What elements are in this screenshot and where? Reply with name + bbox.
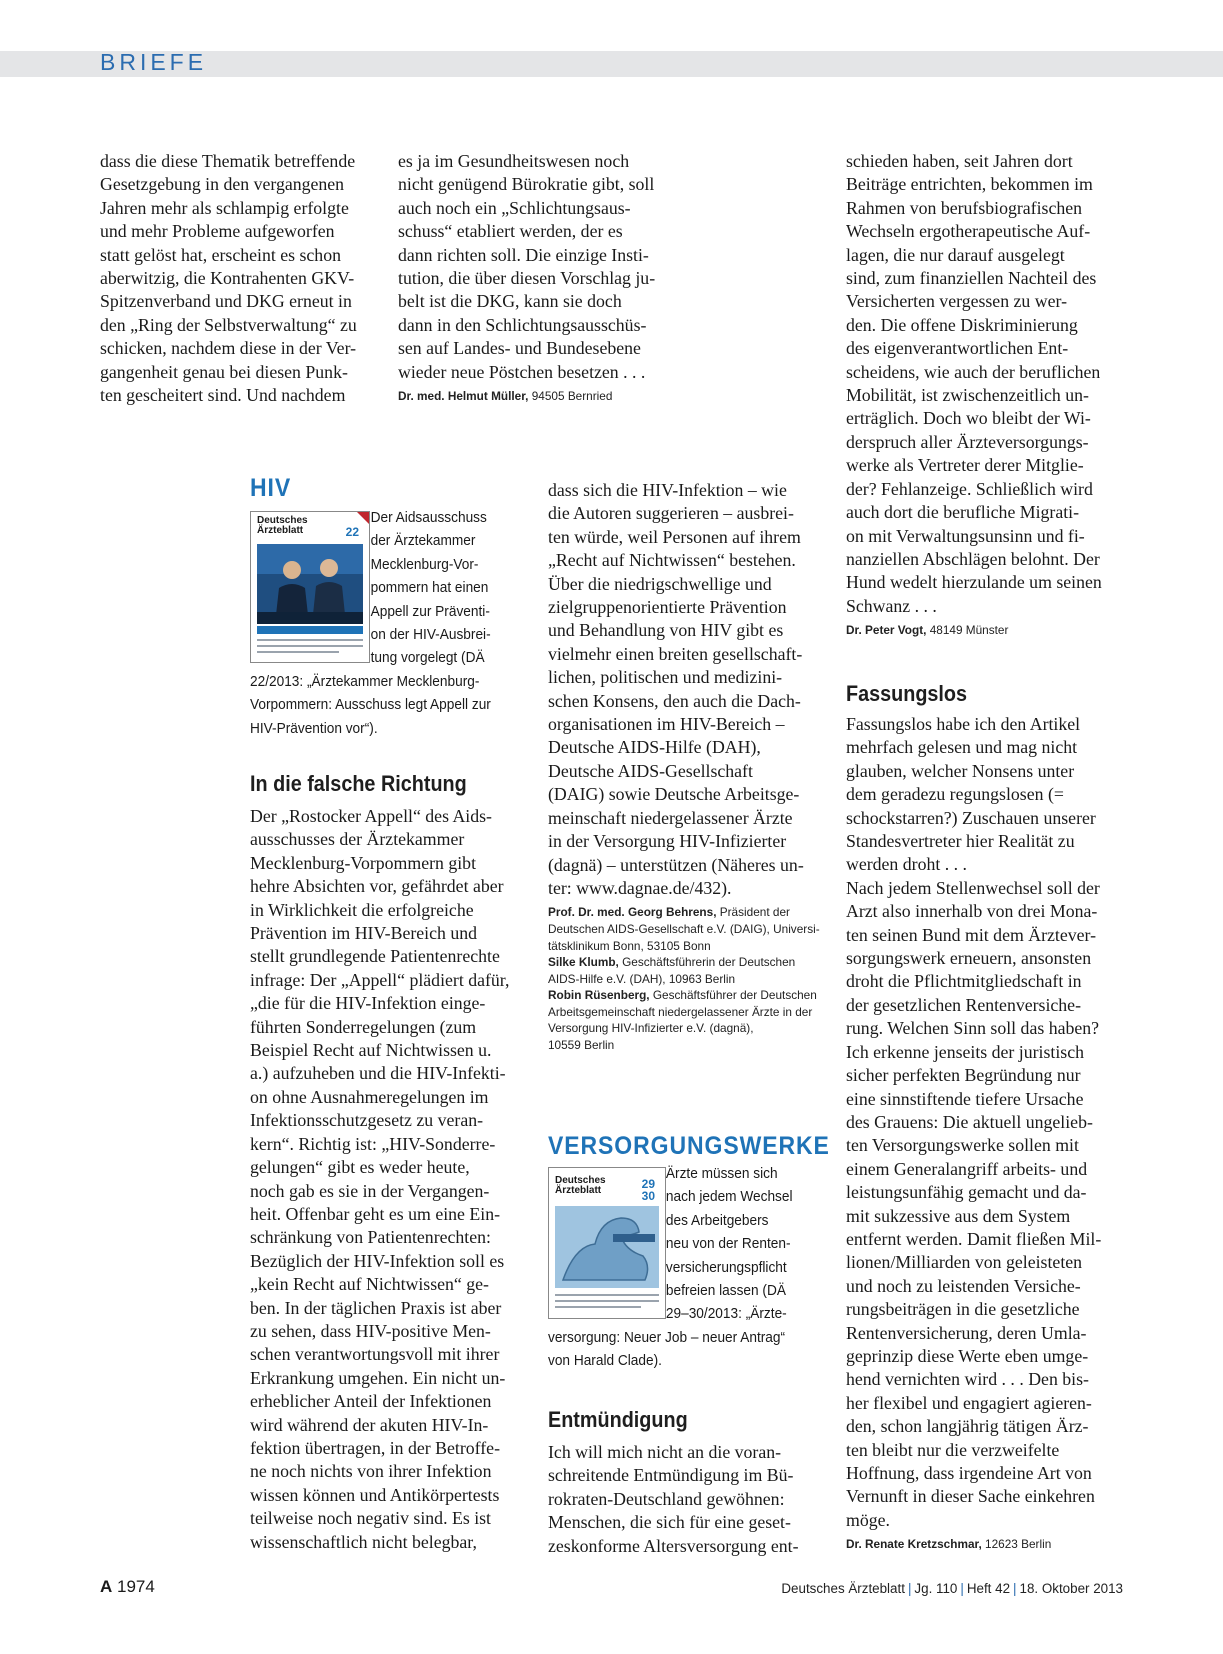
fassungslos-body-text — [846, 713, 1136, 1532]
text-line: schen verantwortungsvoll mit ihrer — [250, 1344, 500, 1365]
signature-detail: 10559 Berlin — [548, 1038, 615, 1053]
text-line: lagen, die nur darauf ausgelegt — [846, 244, 1065, 265]
signature-place: 94505 Bernried — [528, 389, 613, 404]
footer-citation: Deutsches Ärzteblatt | Jg. 110 | Heft 42 | 18. Oktober 2013 — [781, 1581, 1123, 1596]
text-line: mehrfach gelesen und mag nicht — [846, 737, 1078, 758]
teaser-line: Mecklenburg-Vor- — [370, 555, 479, 573]
text-line: her flexibel und engagiert agieren- — [846, 1392, 1092, 1413]
text-line: dass die diese Thematik betreffende — [100, 151, 356, 171]
signature-detail: Geschäftsführer der Deutschen — [649, 988, 817, 1003]
text-line: Über die niedrigschwellige und — [548, 573, 772, 594]
vw-teaser-text — [548, 1162, 833, 1373]
text-line: heit. Offenbar geht es um eine Ein- — [250, 1203, 501, 1224]
cover-issue: 22 — [345, 525, 359, 539]
text-line: Standesvertreter hier Realität zu — [846, 831, 1075, 852]
signature-line — [548, 954, 828, 971]
masthead-line-1: Deutsches — [257, 515, 308, 526]
text-line: (dagnä) – unterstützen (Näheres un- — [548, 854, 804, 875]
hiv-body-text — [250, 805, 525, 1554]
hiv-body — [250, 805, 525, 1554]
text-line: Gesetzgebung in den vergangenen — [100, 174, 345, 195]
footer-volume: Jg. 110 — [914, 1581, 958, 1596]
text-line: ten gescheitert sind. Und nachdem — [100, 385, 346, 406]
signature-line — [548, 904, 828, 921]
text-line: auch dort die berufliche Migrati- — [846, 502, 1080, 523]
text-line: schreitende Entmündigung im Bü- — [548, 1465, 794, 1486]
text-line: aberwitzig, die Kontrahenten GKV- — [100, 268, 355, 289]
text-line: dass sich die HIV-Infektion – wie — [548, 480, 787, 500]
text-line: in Wirklichkeit die erfolgreiche — [250, 899, 474, 920]
text-line: den, schon langjährig tätigen Ärz- — [846, 1416, 1089, 1437]
text-line: rokraten-Deutschland gewöhnen: — [548, 1488, 785, 1509]
text-line: Hoffnung, dass irgendeine Art von — [846, 1463, 1092, 1483]
versorgungswerke-teaser — [548, 1162, 833, 1373]
text-line: statt gelöst hat, erscheint es schon — [100, 244, 341, 265]
text-line: erträglich. Doch wo bleibt der Wi- — [846, 408, 1091, 429]
text-line: in der Versorgung HIV-Infizierter — [548, 831, 787, 852]
text-line: und noch zu leistenden Versiche- — [846, 1275, 1081, 1296]
text-line: schieden haben, seit Jahren dort — [846, 151, 1073, 171]
signature-detail: AIDS-Hilfe e.V. (DAH), 10963 Berlin — [548, 971, 736, 986]
masthead-line-2: Ärzteblatt — [555, 1185, 602, 1196]
col2-top — [398, 150, 678, 405]
hiv-continuation — [548, 479, 828, 1054]
section-label: BRIEFE — [100, 49, 208, 75]
text-line: Rahmen von berufsbiografischen — [846, 197, 1083, 218]
hiv-cont-text — [548, 479, 828, 900]
text-line: einem Generalangriff arbeits- und — [846, 1158, 1088, 1179]
teaser-line: on der HIV-Ausbrei- — [370, 626, 491, 644]
text-line: leistungsunfähig gemacht und da- — [846, 1182, 1087, 1203]
teaser-line: tung vorgelegt (DÄ — [370, 649, 485, 667]
text-line: noch gab es sie in der Vergangen- — [250, 1180, 490, 1201]
text-line: ten würde, weil Personen auf ihrem — [548, 526, 801, 547]
text-line: lionen/Milliarden von geleisteten — [846, 1252, 1083, 1273]
hiv-article — [250, 771, 525, 797]
text-line: der gesetzlichen Rentenversiche- — [846, 994, 1081, 1015]
text-line: droht die Pflichtmitgliedschaft in — [846, 971, 1082, 992]
text-line: des eigenverantwortlichen Ent- — [846, 338, 1069, 359]
footer-issue: Heft 42 — [966, 1581, 1011, 1596]
text-line: Ich erkenne jenseits der juristisch — [846, 1041, 1084, 1062]
text-line: wird während der akuten HIV-In- — [250, 1414, 489, 1435]
text-line: sen auf Landes- und Bundesebene — [398, 338, 641, 359]
text-line: „kein Recht auf Nichtwissen“ ge- — [250, 1274, 489, 1295]
text-line: Jahren mehr als schlampig erfolgte — [100, 197, 349, 218]
signature-name: Robin Rüsenberg, — [548, 988, 650, 1003]
text-line: den. Die offene Diskriminierung — [846, 314, 1078, 335]
topic-versorgungswerke: VERSORGUNGSWERKE — [548, 1132, 830, 1160]
page-number-value: 1974 — [112, 1577, 155, 1596]
text-line: belt ist die DKG, kann sie doch — [398, 291, 622, 312]
teaser-line: pommern hat einen — [370, 579, 489, 597]
text-line: hehre Absichten vor, gefährdet aber — [250, 876, 504, 897]
entmuendigung-body-text — [548, 1441, 833, 1558]
teaser-line: des Arbeitgebers — [665, 1211, 769, 1229]
text-line: zu sehen, dass HIV-positive Men- — [250, 1320, 491, 1341]
signature-detail: Arbeitsgemeinschaft niedergelassener Ärzte in der — [548, 1004, 813, 1019]
text-line: schockstarren?) Zuschauen unserer — [846, 807, 1096, 828]
text-line: entfernt werden. Damit fließen Mil- — [846, 1228, 1102, 1249]
text-line: Fassungslos habe ich den Artikel — [846, 714, 1081, 734]
masthead-line-2: Ärzteblatt — [257, 525, 304, 536]
text-line: rungsbeiträgen in die gesetzliche — [846, 1299, 1080, 1320]
text-line: schicken, nachdem diese in der Ver- — [100, 338, 357, 359]
text-line: kern“. Richtig ist: „HIV-Sonderre- — [250, 1133, 496, 1154]
page-prefix: A — [100, 1577, 113, 1596]
text-line: hend vernichten wird . . . Den bis- — [846, 1369, 1089, 1390]
text-line: nanziellen Abschlägen belohnt. Der — [846, 548, 1100, 569]
text-line: Infektionsschutzgesetz zu veran- — [250, 1110, 484, 1131]
footer-date: 18. Oktober 2013 — [1019, 1581, 1123, 1596]
signature-detail: Geschäftsführerin der Deutschen — [618, 955, 796, 970]
text-line: Rentenversicherung, deren Umla- — [846, 1322, 1087, 1343]
text-line: Hund wedelt hierzulande um seinen — [846, 572, 1102, 593]
text-line: werden droht . . . — [846, 854, 967, 875]
text-line: derspruch aller Ärzteversorgungs- — [846, 431, 1089, 452]
topic-hiv: HIV — [250, 474, 292, 502]
teaser-line: versorgung: Neuer Job – neuer Antrag“ — [548, 1328, 786, 1346]
text-line: Beispiel Recht auf Nichtwissen u. — [250, 1040, 492, 1061]
text-line: Beiträge entrichten, bekommen im — [846, 174, 1093, 195]
text-line: ausschusses der Ärztekammer — [250, 829, 465, 850]
col3-text — [846, 150, 1136, 618]
text-line: gangenheit genau bei diesen Punk- — [100, 361, 348, 382]
text-line: zielgruppenorientierte Prävention — [548, 597, 787, 618]
heading-fassungslos: Fassungslos — [846, 681, 968, 706]
heading-entmuendigung: Entmündigung — [548, 1407, 688, 1432]
signature-name: Dr. Peter Vogt, — [846, 623, 927, 638]
hiv-section — [250, 474, 530, 503]
text-line: den „Ring der Selbstverwaltung“ zu — [100, 314, 357, 335]
text-line: teilweise noch negativ sind. Es ist — [250, 1508, 491, 1529]
text-line: eine sinnstiftende tiefere Ursache — [846, 1088, 1084, 1109]
text-line: ten seinen Bund mit dem Ärztever- — [846, 924, 1096, 945]
signature-line — [548, 1004, 828, 1021]
text-line: sorgungswerk erneuern, ansonsten — [846, 948, 1092, 969]
text-line: ten Versorgungswerke sollen mit — [846, 1135, 1079, 1156]
text-line: lichen, politischen und medizini- — [548, 667, 783, 688]
signature-place: 48149 Münster — [926, 623, 1009, 638]
text-line: meinschaft niedergelassener Ärzte — [548, 807, 793, 828]
text-line: wissenschaftlich nicht belegbar, — [250, 1531, 477, 1552]
entmuendigung-article — [548, 1407, 833, 1433]
text-line: Menschen, die sich für eine geset- — [548, 1512, 791, 1533]
text-line: sind, zum finanziellen Nachteil des — [846, 268, 1097, 289]
text-line: dem geradezu regungslosen (= — [846, 784, 1064, 805]
text-line: Vernunft in dieser Sache einkehren — [846, 1486, 1095, 1507]
text-line: der? Fehlanzeige. Schließlich wird — [846, 478, 1093, 499]
versorgungswerke-section — [548, 1132, 838, 1161]
text-line: werke als Vertreter derer Mitglie- — [846, 455, 1084, 476]
text-line: Arzt also innerhalb von drei Mona- — [846, 901, 1098, 922]
text-line: schen Konsens, den auch die Dach- — [548, 690, 801, 711]
text-line: Spitzenverband und DKG erneut in — [100, 291, 352, 312]
signature-line — [548, 1037, 828, 1054]
signature-line — [548, 938, 828, 955]
text-line: infrage: Der „Appell“ plädiert dafür, — [250, 969, 510, 990]
signature-line — [548, 971, 828, 988]
signature-kretzschmar — [846, 1536, 1136, 1553]
col2-top-text — [398, 150, 678, 384]
signature-name: Dr. med. Helmut Müller, — [398, 389, 529, 404]
text-line: „die für die HIV-Infektion einge- — [250, 993, 486, 1014]
signature-place: 12623 Berlin — [981, 1537, 1052, 1552]
col1-top-text — [100, 150, 370, 407]
signature-line — [548, 921, 828, 938]
text-line: Erkrankung umgehen. Ein nicht un- — [250, 1367, 506, 1388]
text-line: schränkung von Patientenrechten: — [250, 1227, 491, 1248]
col1-top — [100, 150, 370, 407]
text-line: und mehr Probleme aufgeworfen — [100, 221, 335, 242]
text-line: scheidens, wie auch der beruflichen — [846, 361, 1101, 382]
text-line: Deutsche AIDS-Gesellschaft — [548, 760, 753, 781]
text-line: die Autoren suggerieren – ausbrei- — [548, 503, 794, 524]
teaser-line: der Ärztekammer — [370, 532, 476, 550]
signature-name: Prof. Dr. med. Georg Behrens, — [548, 905, 717, 920]
signature-name: Dr. Renate Kretzschmar, — [846, 1537, 982, 1552]
text-line: Deutsche AIDS-Hilfe (DAH), — [548, 737, 761, 758]
signature-line — [548, 1020, 828, 1037]
text-line: tution, die über diesen Vorschlag ju- — [398, 268, 656, 289]
text-line: „Recht auf Nichtwissen“ bestehen. — [548, 550, 796, 571]
signature-detail: Präsident der — [716, 905, 790, 920]
text-line: ne noch nichts von ihrer Infektion — [250, 1461, 492, 1482]
signature-line — [548, 987, 828, 1004]
text-line: Ich will mich nicht an die voran- — [548, 1442, 782, 1462]
text-line: wissen können und Antikörpertests — [250, 1484, 500, 1505]
text-line: ben. In der täglichen Praxis ist aber — [250, 1297, 502, 1318]
entmuendigung-body — [548, 1441, 833, 1558]
text-line: rung. Welchen Sinn soll das haben? — [846, 1018, 1100, 1039]
text-line: mit sukzessive aus dem System — [846, 1205, 1071, 1226]
text-line: Versicherten vergessen zu wer- — [846, 291, 1067, 312]
teaser-line: Der Aidsausschuss — [370, 509, 487, 526]
masthead-line-1: Deutsches — [555, 1175, 606, 1186]
text-line: on mit Verwaltungsunsinn und fi- — [846, 525, 1085, 546]
text-line: zeskonforme Altersversorgung ent- — [548, 1535, 799, 1556]
text-line: Mecklenburg-Vorpommern gibt — [250, 852, 477, 873]
teaser-line: 22/2013: „Ärztekammer Mecklenburg- — [250, 672, 480, 690]
teaser-line: Ärzte müssen sich — [665, 1165, 778, 1182]
signature-vogt — [846, 622, 1136, 639]
fassungslos-body — [846, 713, 1136, 1553]
text-line: nicht genügend Bürokratie gibt, soll — [398, 174, 655, 195]
text-line: Wechseln ergotherapeutische Auf- — [846, 221, 1091, 242]
teaser-line: Appell zur Präventi- — [370, 602, 490, 620]
fassungslos-article — [846, 681, 1136, 707]
text-line: sicher perfekten Begründung nur — [846, 1065, 1081, 1086]
text-line: glauben, welcher Nonsens unter — [846, 760, 1075, 781]
text-line: erheblicher Anteil der Infektionen — [250, 1391, 492, 1412]
text-line: wieder neue Pöstchen besetzen . . . — [398, 361, 646, 382]
teaser-line: neu von der Renten- — [665, 1235, 791, 1253]
text-line: dann richten soll. Die einzige Insti- — [398, 244, 649, 265]
teaser-line: nach jedem Wechsel — [665, 1188, 793, 1206]
text-line: Prävention im HIV-Bereich und — [250, 923, 477, 944]
signature-mueller — [398, 388, 678, 405]
teaser-line: befreien lassen (DÄ — [665, 1282, 786, 1300]
text-line: ter: www.dagnae.de/432). — [548, 877, 732, 898]
text-line: des Grauens: Die aktuell ungelieb- — [846, 1111, 1093, 1132]
signature-name: Silke Klumb, — [548, 955, 619, 970]
teaser-line: versicherungspflicht — [665, 1258, 787, 1276]
text-line: stellt grundlegende Patientenrechte — [250, 946, 500, 967]
signature-detail: Deutschen AIDS-Gesellschaft e.V. (DAIG), Universi- — [548, 921, 820, 936]
text-line: dann in den Schlichtungsausschüs- — [398, 314, 647, 335]
text-line: (DAIG) sowie Deutsche Arbeitsge- — [548, 784, 800, 805]
hiv-teaser — [250, 506, 525, 740]
issue-line-2: 30 — [641, 1189, 655, 1203]
text-line: on ohne Ausnahmeregelungen im — [250, 1086, 489, 1107]
text-line: Schwanz . . . — [846, 595, 937, 616]
text-line: a.) aufzuheben und die HIV-Infekti- — [250, 1063, 506, 1084]
issue-line-1: 29 — [641, 1177, 655, 1191]
text-line: organisationen im HIV-Bereich – — [548, 714, 785, 735]
signature-detail: Versorgung HIV-Infizierter e.V. (dagnä), — [548, 1021, 754, 1036]
text-line: Bezüglich der HIV-Infektion soll es — [250, 1250, 505, 1271]
text-line: schuss“ etabliert werden, der es — [398, 221, 623, 242]
teaser-line: von Harald Clade). — [548, 1352, 662, 1370]
text-line: geprinzip diese Werte eben umge- — [846, 1345, 1089, 1366]
text-line: es ja im Gesundheitswesen noch — [398, 151, 630, 171]
heading-falsche-richtung: In die falsche Richtung — [250, 771, 467, 796]
hiv-signatures — [548, 904, 828, 1053]
teaser-line: 29–30/2013: „Ärzte- — [665, 1305, 787, 1323]
text-line: möge. — [846, 1509, 890, 1530]
hiv-teaser-text — [250, 506, 525, 740]
col3 — [846, 150, 1136, 639]
teaser-line: Vorpommern: Ausschuss legt Appell zur — [250, 696, 491, 714]
text-line: Nach jedem Stellenwechsel soll der — [846, 877, 1100, 898]
teaser-line: HIV-Prävention vor“). — [250, 719, 378, 737]
text-line: Der „Rostocker Appell“ des Aids- — [250, 806, 492, 826]
footer-journal: Deutsches Ärzteblatt — [781, 1581, 905, 1596]
text-line: vielmehr einen breiten gesellschaft- — [548, 643, 803, 664]
signature-detail: tätsklinikum Bonn, 53105 Bonn — [548, 938, 711, 953]
text-line: und Behandlung von HIV gibt es — [548, 620, 784, 641]
text-line: auch noch ein „Schlichtungsaus- — [398, 197, 631, 218]
page-number — [100, 1577, 155, 1597]
text-line: ten bleibt nur die verzweifelte — [846, 1439, 1060, 1460]
text-line: fektion übertragen, in der Betroffe- — [250, 1437, 500, 1458]
text-line: gelungen“ gibt es weder heute, — [250, 1157, 470, 1178]
text-line: Mobilität, ist zwischenzeitlich un- — [846, 385, 1089, 406]
text-line: führten Sonderregelungen (zum — [250, 1016, 477, 1037]
